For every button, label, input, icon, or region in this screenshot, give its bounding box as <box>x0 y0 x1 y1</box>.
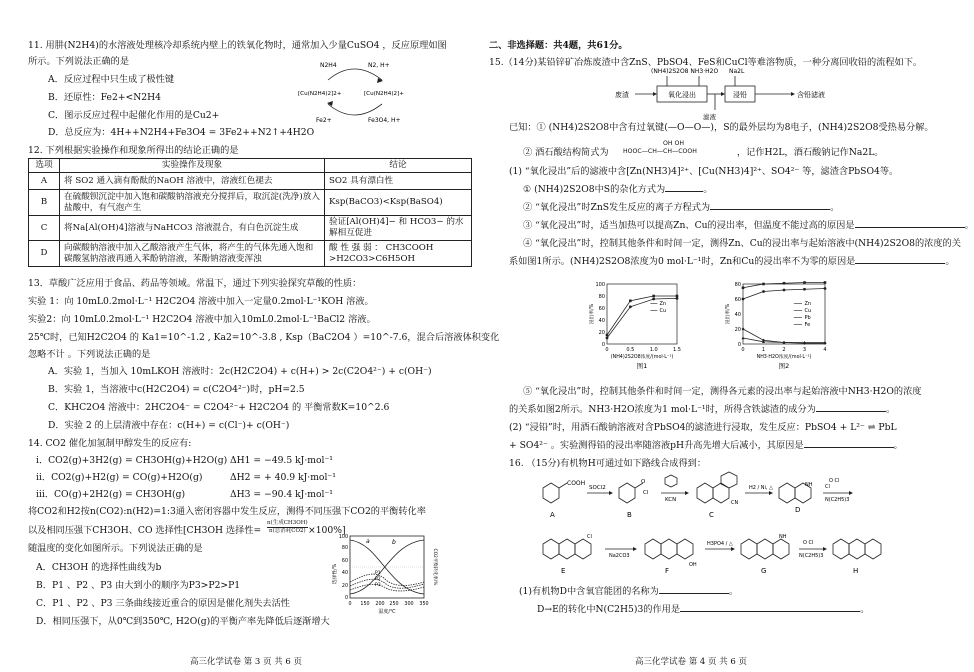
s2b-text: + SO4²⁻ 。实验测得铅的浸出率随溶液pH升高先增大后减小，其原因是 <box>509 440 804 451</box>
y-tick: 60 <box>341 559 348 564</box>
reagent-na2co3: Na2CO3 <box>609 553 630 559</box>
y-tick-label: 40 <box>734 311 741 318</box>
y-tick-label: 40 <box>598 317 605 324</box>
svg-text:NH: NH <box>779 534 787 540</box>
q13-line-4: 25℃时，已知H2C2O4 的 Ka1=10^-1.2 , Ka2=10^-3.8 , Ksp（BaC2O4 ）=10^-7.6，混合后溶液体积变化 <box>28 332 500 343</box>
data-point <box>762 290 765 293</box>
data-point <box>803 288 806 291</box>
ring-e-1 <box>543 539 559 559</box>
answer-blank[interactable] <box>680 611 860 612</box>
q14-line-3b: ×100%] <box>308 525 346 536</box>
flow-filtrate: 滤液 <box>703 113 716 121</box>
q13-line-3: 实验2：向 10mL0.2mol·L⁻¹ H2C2O4 溶液中加入10mL0.2mol·L⁻¹BaCl2 溶液。 <box>28 314 376 325</box>
q15-known-2a: ② 酒石酸结构简式为 <box>523 147 609 158</box>
data-point <box>824 281 827 284</box>
row-operation: 在硫酸钡沉淀中加入饱和碳酸钠溶液充分搅拌后，取沉淀(洗净)放入盐酸中，有气泡产生 <box>60 190 325 216</box>
ring-h-3 <box>865 539 881 559</box>
y-axis-label: 选择性/% <box>333 563 338 585</box>
data-point <box>742 286 745 289</box>
x-tick-label: 0.5 <box>626 347 635 353</box>
q15-s1: (1) “氧化浸出”后的滤液中含[Zn(NH3)4]²⁺、[Cu(NH3)4]²⁺、SO4²⁻ 等，滤渣含PbSO4等。 <box>509 166 899 177</box>
q15-s1b: ② “氧化浸出”时ZnS发生反应的离子方程式为 。 <box>523 202 840 213</box>
legend-item: Zn <box>804 301 812 307</box>
table-header-row <box>29 159 472 173</box>
label-h: H <box>853 567 859 575</box>
table-row <box>29 216 472 241</box>
row-option: A <box>29 173 60 190</box>
flow-reagent-2: Na2L <box>729 68 745 75</box>
q15-s2a: (2) “浸铅”时，用酒石酸钠溶液对含PbSO4的滤渣进行浸取，发生反应：PbSO4 + L²⁻ ⇌ PbL <box>509 422 897 433</box>
ring-g-2 <box>757 539 773 559</box>
ring-e-3 <box>575 539 591 559</box>
q11-option-c: C．图示反应过程中起催化作用的是Cu2+ <box>48 110 220 121</box>
x-tick: 150 <box>360 602 370 607</box>
q14-reaction-2: ⅱ．CO2(g)+H2(g) = CO(g)+H2O(g) <box>36 472 203 483</box>
fraction-numerator: n(生成CH3OH) <box>267 520 308 526</box>
q15-s2b: + SO4²⁻ 。实验测得铅的浸出率随溶液pH升高先增大后减小，其原因是 。 <box>509 440 903 451</box>
data-point <box>762 283 765 286</box>
q15-s1c: ③ “氧化浸出”时，适当加热可以提高Zn、Cu的浸出率，但温度不能过高的原因是 。 <box>523 220 974 231</box>
svg-text:NH: NH <box>805 482 813 488</box>
q13-line-1: 13．草酸广泛应用于食品、药品等领域。常温下，通过下列实验探究草酸的性质： <box>28 278 362 289</box>
header-operation: 实验操作及现象 <box>60 159 325 173</box>
curve-p1-line <box>350 574 424 585</box>
q15-known-2b: ，记作H2L，酒石酸钠记作Na2L。 <box>737 147 884 158</box>
fig-n2h: N2, H+ <box>368 62 390 69</box>
ring-h-2 <box>849 539 865 559</box>
data-point <box>629 305 632 308</box>
ring-f-3 <box>677 539 693 559</box>
flow-end: 含铅滤液 <box>797 91 825 99</box>
q11-stem-2: 所示。下列说法正确的是 <box>28 56 130 67</box>
q14-option-b: B．P1 、P2 、P3 由大到小的顺序为P3>P2>P1 <box>36 580 241 591</box>
legend-item: Zn <box>659 301 667 307</box>
fig-fe3o4: Fe3O4, H+ <box>368 117 401 124</box>
row-option: D <box>29 241 60 267</box>
benzene-ring-a <box>543 483 559 503</box>
data-point <box>824 287 827 290</box>
q15-line-1: 15.（14分)某铅锌矿冶炼废渣中含ZnS、PbSO4、FeS和CuCl等难溶物质，一种分离回收铅的流程如下。 <box>489 57 923 68</box>
figure-caption: 图2 <box>778 362 790 370</box>
answer-blank[interactable] <box>710 209 830 210</box>
row-operation: 将Na[Al(OH)4]溶液与NaHCO3 溶液混合，有白色沉淀生成 <box>60 216 325 241</box>
fig-fe: Fe2+ <box>316 117 332 124</box>
data-point <box>803 281 806 284</box>
ring-c-2 <box>713 483 729 503</box>
flow-box2-label: 浸铅 <box>733 91 747 99</box>
q13-option-a: A．实验 1，当加入 10mLKOH 溶液时：2c(H2C2O4) + c(H+) > 2c(C2O4²⁻) + c(OH⁻) <box>48 366 432 377</box>
legend-item: Pb <box>804 315 811 321</box>
figure-caption: 图1 <box>636 362 648 370</box>
data-point <box>652 295 655 298</box>
svg-text:OH: OH <box>689 562 697 568</box>
y-tick: 20 <box>341 584 348 589</box>
q11-stem-1: 11. 用肼(N2H4)的水溶液处理核冷却系统内壁上的铁氧化物时，通常加入少量CuSO4 ，反应原理如图 <box>28 40 447 51</box>
row-option: C <box>29 216 60 241</box>
q14-option-a: A．CH3OH 的选择性曲线为b <box>36 562 162 573</box>
flow-box1-label: 氧化浸出 <box>668 91 696 99</box>
ring-g-1 <box>741 539 757 559</box>
label-c: C <box>709 511 714 519</box>
ring-c-1 <box>697 483 713 503</box>
table-row <box>29 173 472 190</box>
q15-s1d-2: 系如图1所示。(NH4)2S2O8浓度为0 mol·L⁻¹时，Zn和Cu的浸出率不为零的原因是 。 <box>509 256 955 267</box>
q12-table <box>28 158 472 267</box>
y-tick-label: 60 <box>734 296 741 303</box>
x-axis-ticks <box>348 601 428 607</box>
q14-reaction-3: ⅲ．CO(g)+2H2(g) = CH3OH(g) <box>36 489 186 500</box>
q15-s1a: ① (NH4)2S2O8中S的杂化方式为 。 <box>523 184 713 195</box>
fig-n2h4: N2H4 <box>320 62 337 69</box>
row-operation: 将 SO2 通入滴有酚酞的NaOH 溶液中，溶液红色褪去 <box>60 173 325 190</box>
y2-axis-label: CO2平衡转化率/% <box>432 548 437 586</box>
q16-s1-text: (1)有机物D中含氧官能团的名称为 <box>519 586 659 597</box>
svg-text:CN: CN <box>731 500 739 506</box>
x-tick-label: 1 <box>761 347 766 353</box>
y-axis-ticks <box>339 534 348 601</box>
reagent-h3po4: H3PO4 / △ <box>707 541 733 547</box>
data-point <box>606 337 609 340</box>
legend-item: Fe <box>804 322 811 328</box>
table-row <box>29 241 472 267</box>
y-tick-label: 60 <box>598 305 605 312</box>
reagent-net3-1: N(C2H5)3 <box>825 497 850 503</box>
x-tick-label: 2 <box>782 347 786 353</box>
q11-option-a: A．反应过程中只生成了极性键 <box>48 74 175 85</box>
x-tick-label: 0 <box>741 347 745 353</box>
ring-g-3 <box>773 539 789 559</box>
answer-blank[interactable] <box>816 411 886 412</box>
x-tick: 350 <box>419 602 429 607</box>
answer-blank[interactable] <box>855 263 945 264</box>
data-point <box>742 298 745 301</box>
x-tick: 200 <box>375 602 385 607</box>
series-line-cu <box>607 298 677 338</box>
flow-start: 废渣 <box>615 91 629 99</box>
q15-s1d-1: ④ “氧化浸出”时，控制其他条件和时间一定，测得Zn、Cu的浸出率与起始溶液中(NH4)2S2O8的浓度的关 <box>523 238 961 249</box>
s1e2-text: 的关系如图2所示。NH3·H2O浓度为1 mol·L⁻¹时，所得含铁滤渣的成分为 <box>509 404 816 415</box>
data-point <box>652 298 655 301</box>
ring-c-3 <box>721 472 737 488</box>
data-point <box>783 282 786 285</box>
y-tick-label: 20 <box>734 326 741 333</box>
label-d: D <box>795 506 801 514</box>
row-conclusion: Ksp(BaCO3)<Ksp(BaSO4) <box>325 190 472 216</box>
svg-text:Cl: Cl <box>825 484 830 490</box>
q13-line-5: 忽略不计 。下列说法正确的是 <box>28 349 151 360</box>
y-tick-label: 20 <box>598 329 605 336</box>
y-tick: 100 <box>338 535 348 540</box>
series-line-zn <box>607 296 677 335</box>
q11-option-b: B．还原性：Fe2+<N2H4 <box>48 92 161 103</box>
p2-label: P2 <box>375 577 381 582</box>
cycle-arc-bottom <box>328 104 382 115</box>
legend-item: Cu <box>659 308 667 314</box>
q14-enthalpy-3: ΔH3 = −90.4 kJ·mol⁻¹ <box>230 489 333 500</box>
q15-s1e-2: 的关系如图2所示。NH3·H2O浓度为1 mol·L⁻¹时，所得含铁滤渣的成分为 。 <box>509 404 896 415</box>
reagent-kcn: KCN <box>665 497 677 503</box>
answer-blank[interactable] <box>855 227 965 228</box>
q14-line-4: 随温度的变化如图所示。下列说法正确的是 <box>28 543 203 554</box>
y-tick-label: 80 <box>734 281 741 288</box>
ring-e-2 <box>559 539 575 559</box>
q16-synthesis-route <box>533 474 883 586</box>
p3-label: P3 <box>375 583 381 588</box>
structure-oh: OH OH <box>663 140 685 147</box>
q12-stem: 12. 下列根据实验操作和现象所得出的结论正确的是 <box>28 145 239 156</box>
q11-option-d: D．总反应为：4H++N2H4+Fe3O4 = 3Fe2++N2↑+4H2O <box>48 127 315 138</box>
svg-text:Cl: Cl <box>643 490 649 496</box>
label-g: G <box>761 567 767 575</box>
x-tick: 250 <box>389 602 399 607</box>
row-conclusion: SO2 具有漂白性 <box>325 173 472 190</box>
plot-frame <box>743 284 825 344</box>
answer-blank[interactable] <box>665 191 703 192</box>
a-cooh: COOH <box>567 480 586 487</box>
data-point <box>742 327 745 330</box>
legend-item: Cu <box>804 308 812 314</box>
x-axis-label: (NH4)2S2O8浓度/(mol·L⁻¹) <box>610 355 674 360</box>
table-row <box>29 190 472 216</box>
data-point <box>629 300 632 303</box>
label-b: B <box>627 511 632 519</box>
y-tick-label: 80 <box>598 293 605 300</box>
x-tick-label: 1.0 <box>649 347 658 353</box>
y-tick-label: 100 <box>595 281 605 288</box>
x-tick: 300 <box>404 602 414 607</box>
y-tick: 80 <box>341 546 348 551</box>
ring-f-1 <box>645 539 661 559</box>
ring-f-2 <box>661 539 677 559</box>
q13-option-c: C．KHC2O4 溶液中：2HC2O4⁻ = C2O4²⁻+ H2C2O4 的 平衡常数K=10^2.6 <box>48 402 390 413</box>
flow-reagents-1: (NH4)2S2O8 NH3·H2O <box>651 68 719 75</box>
section-title: 二、非选择题：共4题，共61分。 <box>489 40 628 51</box>
q16-line-1: 16. （15分)有机物H可通过如下路线合成得到： <box>509 458 707 469</box>
page-footer-left: 高三化学试卷 第 3 页 共 6 页 <box>190 657 303 667</box>
q14-line-1: 14. CO2 催化加氢制甲醇发生的反应有: <box>28 438 192 449</box>
label-f: F <box>665 567 670 575</box>
structure-chain: HOOC—CH—CH—COOH <box>623 148 697 155</box>
data-point <box>676 297 679 300</box>
q14-enthalpy-2: ΔH2 = + 40.9 kJ·mol⁻¹ <box>230 472 336 483</box>
s1a-text: ① (NH4)2S2O8中S的杂化方式为 <box>523 184 666 195</box>
y-axis-label: 浸出率/% <box>726 303 731 325</box>
y-tick: 0 <box>344 596 348 601</box>
header-option: 选项 <box>29 159 60 173</box>
tartaric-structure <box>623 140 697 156</box>
y-tick: 40 <box>341 571 348 576</box>
y-axis-label: 浸出率/% <box>590 303 595 325</box>
s1b-text: ② “氧化浸出”时ZnS发生反应的离子方程式为 <box>523 202 711 213</box>
q13-line-2: 实验 1：向 10mL0.2mol·L⁻¹ H2C2O4 溶液中加入一定量0.2mol·L⁻¹KOH 溶液。 <box>28 296 374 307</box>
q16-s2: D→E的转化中N(C2H5)3的作用是 。 <box>537 604 870 615</box>
x-tick-label: 1.5 <box>673 347 681 353</box>
svg-text:Cl: Cl <box>587 534 592 540</box>
svg-text:O Cl: O Cl <box>803 540 814 546</box>
q15-s1e-1: ⑤ “氧化浸出”时，控制其他条件和时间一定，测得各元素的浸出率与起始溶液中NH3·H2O的浓度 <box>523 386 922 397</box>
q14-option-c: C．P1 、P2 、P3 三条曲线接近重合的原因是催化剂失去活性 <box>36 598 290 609</box>
x-tick-label: 0 <box>605 347 609 353</box>
row-operation: 向碳酸钠溶液中加入乙酸溶液产生气体，将产生的气体先通入饱和碳酸氢钠溶液再通入苯酚钠溶液，苯酚钠溶液变浑浊 <box>60 241 325 267</box>
q14-chart <box>330 530 450 616</box>
q14-line-2: 将CO2和H2按n(CO2):n(H2)=1:3通入密闭容器中发生反应，测得不同压强下CO2的平衡转化率 <box>28 506 426 517</box>
reagent-socl2: SOCl2 <box>589 485 606 491</box>
answer-blank[interactable] <box>804 447 894 448</box>
right-page <box>475 0 974 672</box>
answer-blank[interactable] <box>659 593 729 594</box>
x-tick-label: 4 <box>823 347 827 353</box>
ring-h-1 <box>833 539 849 559</box>
q14-option-d: D．相同压强下，从0℃到350℃, H2O(g)的平衡产率先降低后逐渐增大 <box>36 616 330 627</box>
q13-option-d: D．实验 2 的上层清液中存在：c(H+) = c(Cl⁻)+ c(OH⁻) <box>48 420 290 431</box>
data-point <box>783 289 786 292</box>
q15-flowchart <box>615 64 845 122</box>
figure-2-chart <box>723 276 843 376</box>
ring-d-1 <box>779 483 795 503</box>
q11-cycle-diagram <box>298 58 410 126</box>
q16-s2-text: D→E的转化中N(C2H5)3的作用是 <box>537 604 681 615</box>
row-option: B <box>29 190 60 216</box>
x-axis-label: 温度/℃ <box>378 609 396 615</box>
plot-frame <box>607 284 677 344</box>
data-point <box>676 295 679 298</box>
q16-s1: (1)有机物D中含氧官能团的名称为 。 <box>519 586 739 597</box>
y-tick-label: 0 <box>601 341 605 348</box>
y-tick-label: 0 <box>737 341 741 348</box>
x-axis-label: NH3·H2O浓度/(mol·L⁻¹) <box>756 355 812 360</box>
cycle-arc-top <box>328 69 382 80</box>
selectivity-fraction <box>267 520 308 535</box>
svg-text:O: O <box>641 479 646 485</box>
curve-b-label: b <box>392 539 396 546</box>
page-footer-right: 高三化学试卷 第 4 页 共 6 页 <box>635 657 748 667</box>
x-tick-label: 3 <box>802 347 807 353</box>
q14-enthalpy-1: ΔH1 = −49.5 kJ·mol⁻¹ <box>230 455 333 466</box>
benzene-ring-b <box>619 483 635 503</box>
row-conclusion: 酸 性 强 弱 ： CH3COOH >H2CO3>C6H5OH <box>325 241 472 267</box>
q15-known-1: 已知：① (NH4)2S2O8中含有过氧键(—O—O—)，S的最外层均为8电子，(NH4)2S2O8受热易分解。 <box>509 122 934 133</box>
reagent-net3-2: N(C2H5)3 <box>799 553 824 559</box>
s1c-text: ③ “氧化浸出”时，适当加热可以提高Zn、Cu的浸出率，但温度不能过高的原因是 <box>523 220 855 231</box>
row-conclusion: 验证[Al(OH)4]− 和 HCO3− 的水解相互促进 <box>325 216 472 241</box>
curve-a-label: a <box>366 538 370 545</box>
fraction-denominator: n(总消耗CO2) <box>269 528 306 534</box>
q14-reaction-1: ⅰ．CO2(g)+3H2(g) = CH3OH(g)+H2O(g) <box>36 455 228 466</box>
svg-text:O Cl: O Cl <box>829 478 840 484</box>
reagent-h2-ni: H2 / Ni, △ <box>749 485 773 491</box>
data-point <box>606 334 609 337</box>
q14-line-3: 以及相同压强下CH3OH、CO 选择性[CH3OH 选择性= <box>28 525 262 536</box>
label-a: A <box>550 511 555 519</box>
header-conclusion: 结论 <box>325 159 472 173</box>
fig-cu2: [Cu(N2H4)2]+ <box>364 91 404 97</box>
label-e: E <box>561 567 566 575</box>
s1d2-text: 系如图1所示。(NH4)2S2O8浓度为0 mol·L⁻¹时，Zn和Cu的浸出率不为零的原因是 <box>509 256 856 267</box>
fig-cu1: [Cu(N2H4)2]2+ <box>298 91 342 97</box>
q13-option-b: B．实验 1，当溶液中c(H2C2O4) = c(C2O4²⁻)时，pH=2.5 <box>48 384 305 395</box>
figure-1-chart <box>587 276 697 376</box>
x-tick: 0 <box>348 602 352 607</box>
p1-label: P1 <box>375 571 381 576</box>
